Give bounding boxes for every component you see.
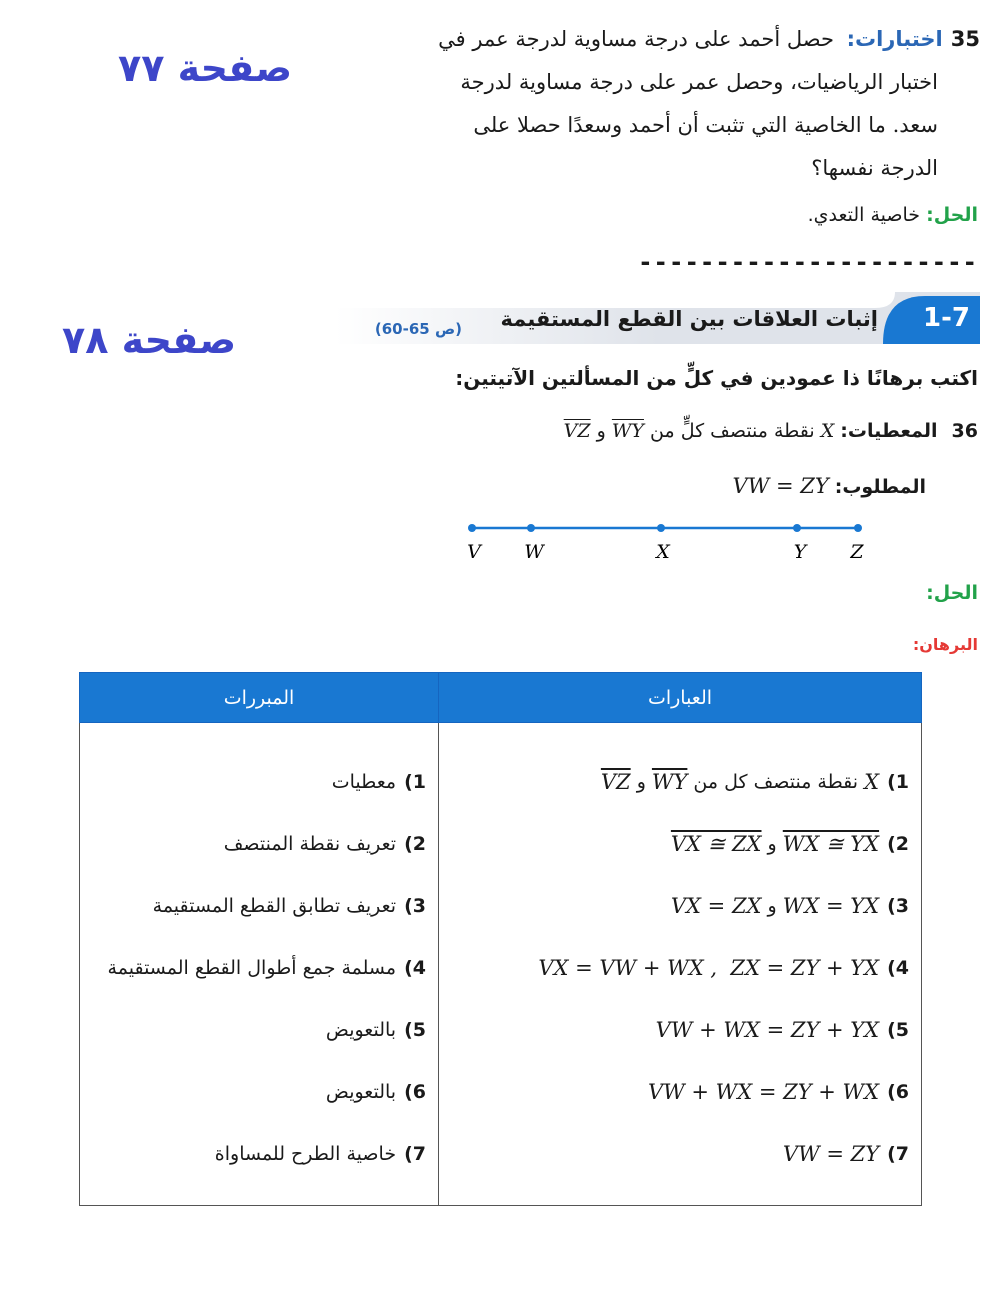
given-segment-1: WY	[611, 420, 644, 442]
lesson-number: 1-7	[923, 303, 970, 333]
problem-text: حصل أحمد على درجة مساوية لدرجة عمر في	[438, 27, 834, 51]
statement-text: نقطة منتصف كل من	[693, 771, 859, 793]
given-text: نقطة منتصف كلٍّ من	[650, 420, 815, 442]
statement-equation: VW + WX = ZY + WX	[647, 1080, 880, 1104]
point-y	[793, 524, 801, 532]
problem-keyword: اختبارات:	[846, 27, 943, 51]
proof-table	[79, 672, 922, 1206]
statement-row	[439, 751, 921, 813]
label-y: Y	[793, 541, 807, 563]
row-number: 5)	[404, 1019, 426, 1041]
reason-row	[80, 999, 438, 1061]
solution-label: الحل:	[926, 582, 978, 604]
row-number: 7)	[887, 1143, 909, 1165]
reason-row	[80, 1061, 438, 1123]
required-label: المطلوب:	[834, 476, 926, 498]
statement-point: X	[864, 770, 880, 794]
problem-36-required	[733, 474, 926, 498]
statement-and: و	[767, 895, 777, 917]
statement-and: و	[767, 833, 777, 855]
page-label-78: صفحة ٧٨	[62, 318, 237, 362]
problem-35-line-3: سعد. ما الخاصية التي تثبت أن أحمد وسعدًا حصلا على	[473, 113, 938, 137]
row-number: 1)	[887, 771, 909, 793]
statement-and: و	[636, 771, 646, 793]
statement-equation: VW + WX = ZY + YX	[655, 1018, 880, 1042]
label-x: X	[656, 541, 670, 563]
problem-35-line-4: الدرجة نفسها؟	[811, 156, 938, 180]
problem-36-given	[564, 420, 978, 442]
problem-35	[360, 18, 980, 190]
required-equation: VW = ZY	[732, 474, 829, 498]
page-label-77: صفحة ٧٧	[118, 46, 293, 90]
reason-row	[80, 937, 438, 999]
point-x	[657, 524, 665, 532]
reason-row	[80, 813, 438, 875]
reasons-column	[80, 723, 439, 1206]
statement-row	[439, 937, 921, 999]
row-number: 3)	[404, 895, 426, 917]
statement-equation: WX = YX	[782, 894, 880, 918]
problem-35-line-2: اختبار الرياضيات، وحصل عمر على درجة مساوية لدرجة	[460, 70, 938, 94]
label-v: V	[467, 541, 481, 563]
statement-equation: VX ≅ ZX	[670, 832, 762, 856]
label-z: Z	[850, 541, 864, 563]
reason-row	[80, 1123, 438, 1185]
given-and: و	[596, 420, 606, 442]
separator-line: ----------------------	[638, 248, 978, 276]
reason-text: مسلمة جمع أطوال القطع المستقيمة	[107, 957, 397, 979]
proof-label: البرهان:	[912, 635, 978, 654]
row-number: 2)	[887, 833, 909, 855]
row-number: 4)	[404, 957, 426, 979]
statement-equation: VX = VW + WX , ZX = ZY + YX	[538, 956, 880, 980]
statement-equation: WX ≅ YX	[782, 832, 880, 856]
statement-row	[439, 813, 921, 875]
reason-row	[80, 875, 438, 937]
given-segment-2: VZ	[563, 420, 591, 442]
row-number: 2)	[404, 833, 426, 855]
given-label: المعطيات:	[840, 420, 938, 442]
label-w: W	[524, 541, 544, 563]
statement-equation: VW = ZY	[782, 1142, 880, 1166]
row-number: 4)	[887, 957, 909, 979]
row-number: 3)	[887, 895, 909, 917]
statement-row	[439, 999, 921, 1061]
problem-number: 35	[950, 27, 980, 51]
row-number: 6)	[404, 1081, 426, 1103]
reason-row	[80, 751, 438, 813]
point-w	[527, 524, 535, 532]
problem-35-line-1	[360, 18, 980, 61]
lesson-title: إثبات العلاقات بين القطع المستقيمة	[500, 307, 878, 331]
header-statements: العبارات	[439, 673, 922, 723]
reason-text: تعريف تطابق القطع المستقيمة	[152, 895, 397, 917]
solution-36-label	[926, 582, 978, 604]
statement-row	[439, 875, 921, 937]
solution-35	[808, 204, 978, 226]
reason-text: خاصية الطرح للمساواة	[214, 1143, 397, 1165]
statement-segment: $\overline{WY}$	[651, 770, 688, 794]
segment-diagram	[460, 516, 870, 564]
statement-equation: VX = ZX	[670, 894, 762, 918]
lesson-pages: (ص 65-60)	[374, 320, 462, 338]
problem-number: 36	[951, 420, 978, 442]
statement-row	[439, 1123, 921, 1185]
point-z	[854, 524, 862, 532]
instruction: اكتب برهانًا ذا عمودين في كلٍّ من المسألتين الآتيتين:	[455, 366, 978, 390]
reason-text: معطيات	[331, 771, 397, 793]
row-number: 6)	[887, 1081, 909, 1103]
row-number: 7)	[404, 1143, 426, 1165]
row-number: 1)	[404, 771, 426, 793]
reason-text: تعريف نقطة المنتصف	[223, 833, 397, 855]
point-v	[468, 524, 476, 532]
header-reasons: المبررات	[80, 673, 439, 723]
statement-row	[439, 1061, 921, 1123]
statements-column	[439, 723, 922, 1206]
row-number: 5)	[887, 1019, 909, 1041]
statement-segment: $\overline{VZ}$	[600, 770, 631, 794]
solution-text: خاصية التعدي.	[807, 204, 921, 226]
given-point: X	[820, 420, 835, 442]
solution-label: الحل:	[926, 204, 978, 226]
reason-text: بالتعويض	[325, 1019, 397, 1041]
reason-text: بالتعويض	[325, 1081, 397, 1103]
